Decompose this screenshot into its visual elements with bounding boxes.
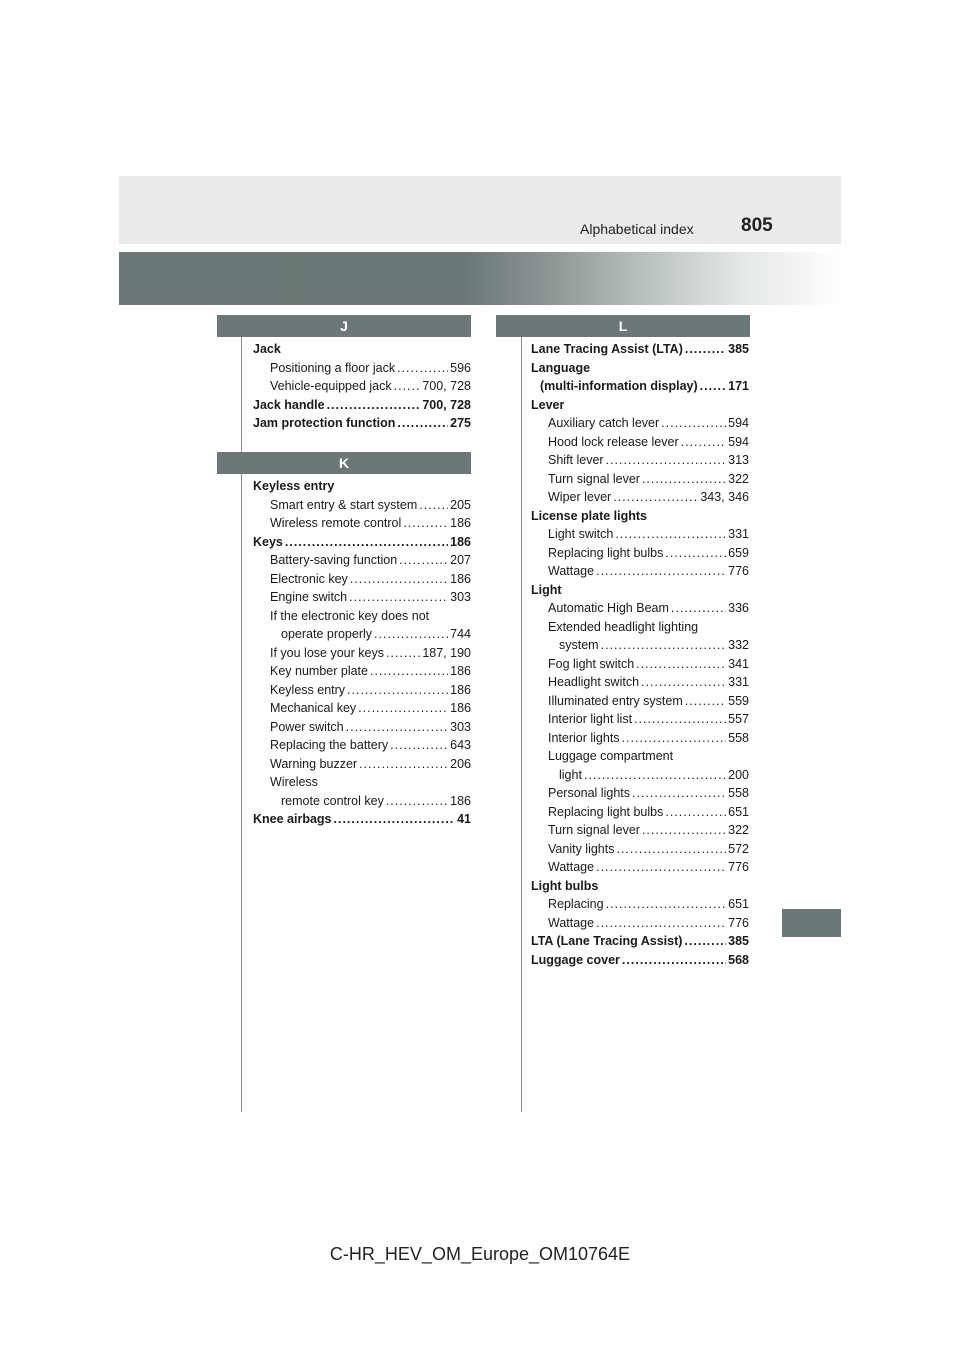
entry-page-ref: 776 xyxy=(728,564,749,578)
entry-label: Automatic High Beam xyxy=(548,601,669,615)
entry-label: If the electronic key does not xyxy=(270,608,430,623)
entry-page-ref: 343, 346 xyxy=(700,490,749,504)
entry-label: Luggage compartment xyxy=(548,749,674,763)
dot-leader xyxy=(386,644,420,663)
index-entry xyxy=(531,951,749,970)
index-entry xyxy=(531,562,749,581)
index-entry xyxy=(253,588,471,607)
entry-page-ref: 186 xyxy=(450,571,471,586)
dot-leader xyxy=(596,914,726,933)
dot-leader xyxy=(665,544,726,563)
dot-leader xyxy=(394,377,421,396)
dot-leader xyxy=(661,414,726,433)
dot-leader xyxy=(397,359,448,378)
entry-page-ref: 596 xyxy=(450,360,471,375)
entry-page-ref: 322 xyxy=(728,823,749,837)
dot-leader xyxy=(399,551,448,570)
dot-leader xyxy=(684,932,726,951)
entry-label: If you lose your keys xyxy=(270,645,384,660)
entry-label: LTA (Lane Tracing Assist) xyxy=(531,934,683,948)
entry-page-ref: 205 xyxy=(450,497,471,512)
index-entry xyxy=(531,544,749,563)
entry-label: Fog light switch xyxy=(548,656,635,671)
dot-leader xyxy=(370,662,448,681)
entry-page-ref: 776 xyxy=(728,915,749,930)
entry-page-ref: 313 xyxy=(728,453,749,467)
entry-page-ref: 659 xyxy=(728,545,749,560)
index-entry xyxy=(531,858,749,877)
page-title: Alphabetical index xyxy=(580,221,694,237)
index-entry xyxy=(531,655,749,674)
index-entry xyxy=(253,414,471,433)
entry-label: operate properly xyxy=(281,627,373,641)
index-entry xyxy=(531,932,749,951)
index-entry xyxy=(531,784,749,803)
index-entry xyxy=(531,581,749,600)
dot-leader xyxy=(665,803,726,822)
index-entry xyxy=(253,359,471,378)
entry-label: Wireless remote control xyxy=(270,516,402,530)
index-entry xyxy=(531,877,749,896)
index-entry xyxy=(531,747,749,766)
index-entry xyxy=(531,766,749,785)
dot-leader xyxy=(390,736,448,755)
entry-page-ref: 594 xyxy=(728,416,749,430)
dot-leader xyxy=(596,858,726,877)
entry-label: Electronic key xyxy=(270,571,348,586)
entry-label: Turn signal lever xyxy=(548,471,640,486)
entry-label: Interior lights xyxy=(548,730,620,745)
dot-leader xyxy=(613,488,698,507)
index-entry xyxy=(531,599,749,618)
dot-leader xyxy=(606,451,727,470)
entry-page-ref: 331 xyxy=(728,527,749,541)
dot-leader xyxy=(285,533,448,552)
index-entry xyxy=(531,636,749,655)
entry-label: system xyxy=(559,638,599,652)
index-list-k xyxy=(253,477,471,829)
entry-page-ref: 385 xyxy=(728,934,749,948)
entry-label: Luggage cover xyxy=(531,952,620,967)
entry-label: Lever xyxy=(531,397,565,412)
entry-label: Engine switch xyxy=(270,590,348,604)
dot-leader xyxy=(334,810,456,829)
entry-label: Illuminated entry system xyxy=(548,693,683,708)
dot-leader xyxy=(642,821,726,840)
dot-leader xyxy=(616,840,726,859)
entry-label: Hood lock release lever xyxy=(548,434,679,449)
dot-leader xyxy=(622,951,726,970)
entry-page-ref: 200 xyxy=(728,767,749,782)
entry-page-ref: 336 xyxy=(728,601,749,615)
entry-page-ref: 187, 190 xyxy=(422,645,471,660)
index-entry xyxy=(253,514,471,533)
entry-page-ref: 568 xyxy=(728,952,749,967)
entry-page-ref: 557 xyxy=(728,712,749,726)
dot-leader xyxy=(642,470,726,489)
entry-page-ref: 700, 728 xyxy=(422,397,471,412)
entry-page-ref: 322 xyxy=(728,471,749,486)
index-entry xyxy=(253,570,471,589)
entry-page-ref: 700, 728 xyxy=(422,379,471,393)
entry-page-ref: 332 xyxy=(728,638,749,652)
section-header-k: K xyxy=(217,452,471,474)
entry-page-ref: 171 xyxy=(728,379,749,393)
entry-label: remote control key xyxy=(281,793,384,808)
entry-page-ref: 186 xyxy=(450,682,471,697)
entry-label: Headlight switch xyxy=(548,675,640,689)
entry-page-ref: 651 xyxy=(728,804,749,819)
index-entry xyxy=(253,736,471,755)
index-list-j xyxy=(253,340,471,433)
entry-label: Battery-saving function xyxy=(270,553,398,567)
entry-label: Interior light list xyxy=(548,712,633,726)
entry-page-ref: 558 xyxy=(728,786,749,800)
index-entry xyxy=(531,618,749,637)
dot-leader xyxy=(349,588,448,607)
entry-label: Replacing light bulbs xyxy=(548,804,664,819)
index-entry xyxy=(531,692,749,711)
index-entry xyxy=(531,729,749,748)
entry-label: Positioning a floor jack xyxy=(270,360,396,375)
entry-page-ref: 275 xyxy=(450,416,471,430)
entry-page-ref: 744 xyxy=(450,627,471,641)
entry-label: Key number plate xyxy=(270,664,368,678)
index-entry xyxy=(253,662,471,681)
entry-page-ref: 651 xyxy=(728,897,749,911)
entry-page-ref: 186 xyxy=(450,664,471,678)
index-entry xyxy=(253,477,471,496)
entry-label: light xyxy=(559,767,582,782)
entry-page-ref: 385 xyxy=(728,342,749,356)
index-entry xyxy=(531,525,749,544)
entry-label: Replacing the battery xyxy=(270,738,389,752)
dot-leader xyxy=(671,599,726,618)
entry-page-ref: 558 xyxy=(728,730,749,745)
index-entry xyxy=(253,699,471,718)
entry-page-ref: 341 xyxy=(728,656,749,671)
index-entry xyxy=(531,488,749,507)
index-entry xyxy=(531,673,749,692)
index-entry xyxy=(253,755,471,774)
entry-page-ref: 643 xyxy=(450,738,471,752)
entry-label: Wattage xyxy=(548,564,595,578)
entry-label: Keyless entry xyxy=(253,479,335,493)
entry-page-ref: 303 xyxy=(450,719,471,734)
index-entry xyxy=(531,914,749,933)
entry-page-ref: 41 xyxy=(457,812,471,826)
dot-leader xyxy=(403,514,448,533)
dot-leader xyxy=(347,681,448,700)
entry-label: Jack handle xyxy=(253,397,325,412)
entry-page-ref: 303 xyxy=(450,590,471,604)
entry-label: Light bulbs xyxy=(531,878,599,893)
entry-label: Light switch xyxy=(548,527,614,541)
dot-leader xyxy=(350,570,448,589)
entry-label: Wiper lever xyxy=(548,490,612,504)
entry-label: Shift lever xyxy=(548,453,604,467)
entry-label: Extended headlight lighting xyxy=(548,619,699,634)
entry-page-ref: 207 xyxy=(450,553,471,567)
index-entry xyxy=(253,533,471,552)
dot-leader xyxy=(636,655,726,674)
entry-page-ref: 186 xyxy=(450,793,471,808)
entry-label: Mechanical key xyxy=(270,701,357,715)
entry-page-ref: 559 xyxy=(728,693,749,708)
index-entry xyxy=(253,718,471,737)
entry-label: Replacing light bulbs xyxy=(548,545,664,560)
dot-leader xyxy=(419,496,448,515)
section-header-j: J xyxy=(217,315,471,337)
entry-label: Warning buzzer xyxy=(270,756,358,771)
entry-label: Wattage xyxy=(548,860,595,874)
entry-label: Power switch xyxy=(270,719,344,734)
index-entry xyxy=(531,470,749,489)
index-list-l xyxy=(531,340,749,969)
index-entry xyxy=(253,625,471,644)
index-entry xyxy=(253,396,471,415)
section-header-l: L xyxy=(496,315,750,337)
entry-label: (multi-information display) xyxy=(540,379,698,393)
index-entry xyxy=(253,607,471,626)
page-number: 805 xyxy=(741,215,773,236)
entry-page-ref: 186 xyxy=(450,516,471,530)
dot-leader xyxy=(606,895,727,914)
dot-leader xyxy=(346,718,449,737)
entry-page-ref: 572 xyxy=(728,841,749,856)
dot-leader xyxy=(641,673,726,692)
dot-leader xyxy=(584,766,726,785)
column-divider-left xyxy=(241,315,242,1112)
entry-page-ref: 186 xyxy=(450,534,471,549)
entry-page-ref: 186 xyxy=(450,701,471,715)
entry-label: Turn signal lever xyxy=(548,823,640,837)
dot-leader xyxy=(615,525,726,544)
chapter-side-tab xyxy=(782,909,841,937)
entry-label: Keyless entry xyxy=(270,682,346,697)
entry-label: Vanity lights xyxy=(548,841,615,856)
index-entry xyxy=(531,507,749,526)
index-entry xyxy=(531,377,749,396)
entry-page-ref: 776 xyxy=(728,860,749,874)
decorative-gradient-bar xyxy=(119,252,841,305)
entry-label: License plate lights xyxy=(531,508,648,523)
index-entry xyxy=(253,496,471,515)
dot-leader xyxy=(685,692,726,711)
dot-leader xyxy=(359,755,448,774)
index-entry xyxy=(253,377,471,396)
entry-label: Personal lights xyxy=(548,786,630,800)
entry-label: Knee airbags xyxy=(253,812,332,826)
entry-label: Keys xyxy=(253,534,283,549)
index-entry xyxy=(253,792,471,811)
dot-leader xyxy=(596,562,726,581)
index-entry xyxy=(531,821,749,840)
index-entry xyxy=(253,340,471,359)
entry-label: Language xyxy=(531,360,591,375)
dot-leader xyxy=(327,396,421,415)
column-divider-right xyxy=(521,315,522,1112)
index-entry xyxy=(531,396,749,415)
dot-leader xyxy=(685,340,726,359)
dot-leader xyxy=(601,636,727,655)
entry-label: Smart entry & start system xyxy=(270,497,418,512)
dot-leader xyxy=(397,414,448,433)
index-entry xyxy=(253,681,471,700)
entry-label: Light xyxy=(531,582,562,597)
entry-page-ref: 331 xyxy=(728,675,749,689)
entry-label: Vehicle-equipped jack xyxy=(270,379,392,393)
entry-label: Wattage xyxy=(548,915,595,930)
entry-label: Auxiliary catch lever xyxy=(548,416,660,430)
index-entry xyxy=(253,644,471,663)
dot-leader xyxy=(358,699,448,718)
index-entry xyxy=(253,551,471,570)
index-entry xyxy=(531,840,749,859)
dot-leader xyxy=(634,710,726,729)
dot-leader xyxy=(374,625,448,644)
entry-page-ref: 206 xyxy=(450,756,471,771)
dot-leader xyxy=(622,729,727,748)
index-entry xyxy=(531,414,749,433)
index-entry xyxy=(531,451,749,470)
entry-page-ref: 594 xyxy=(728,434,749,449)
entry-label: Lane Tracing Assist (LTA) xyxy=(531,342,683,356)
index-entry xyxy=(531,895,749,914)
entry-label: Replacing xyxy=(548,897,604,911)
index-entry xyxy=(531,340,749,359)
index-entry xyxy=(531,359,749,378)
index-entry xyxy=(531,710,749,729)
index-entry xyxy=(253,773,471,792)
dot-leader xyxy=(386,792,448,811)
index-entry xyxy=(253,810,471,829)
header-band xyxy=(119,176,841,244)
entry-label: Jack xyxy=(253,342,281,356)
index-entry xyxy=(531,433,749,452)
entry-label: Jam protection function xyxy=(253,416,396,430)
entry-label: Wireless xyxy=(270,775,318,789)
dot-leader xyxy=(632,784,726,803)
index-entry xyxy=(531,803,749,822)
dot-leader xyxy=(681,433,727,452)
dot-leader xyxy=(700,377,727,396)
document-code: C-HR_HEV_OM_Europe_OM10764E xyxy=(329,1244,631,1264)
